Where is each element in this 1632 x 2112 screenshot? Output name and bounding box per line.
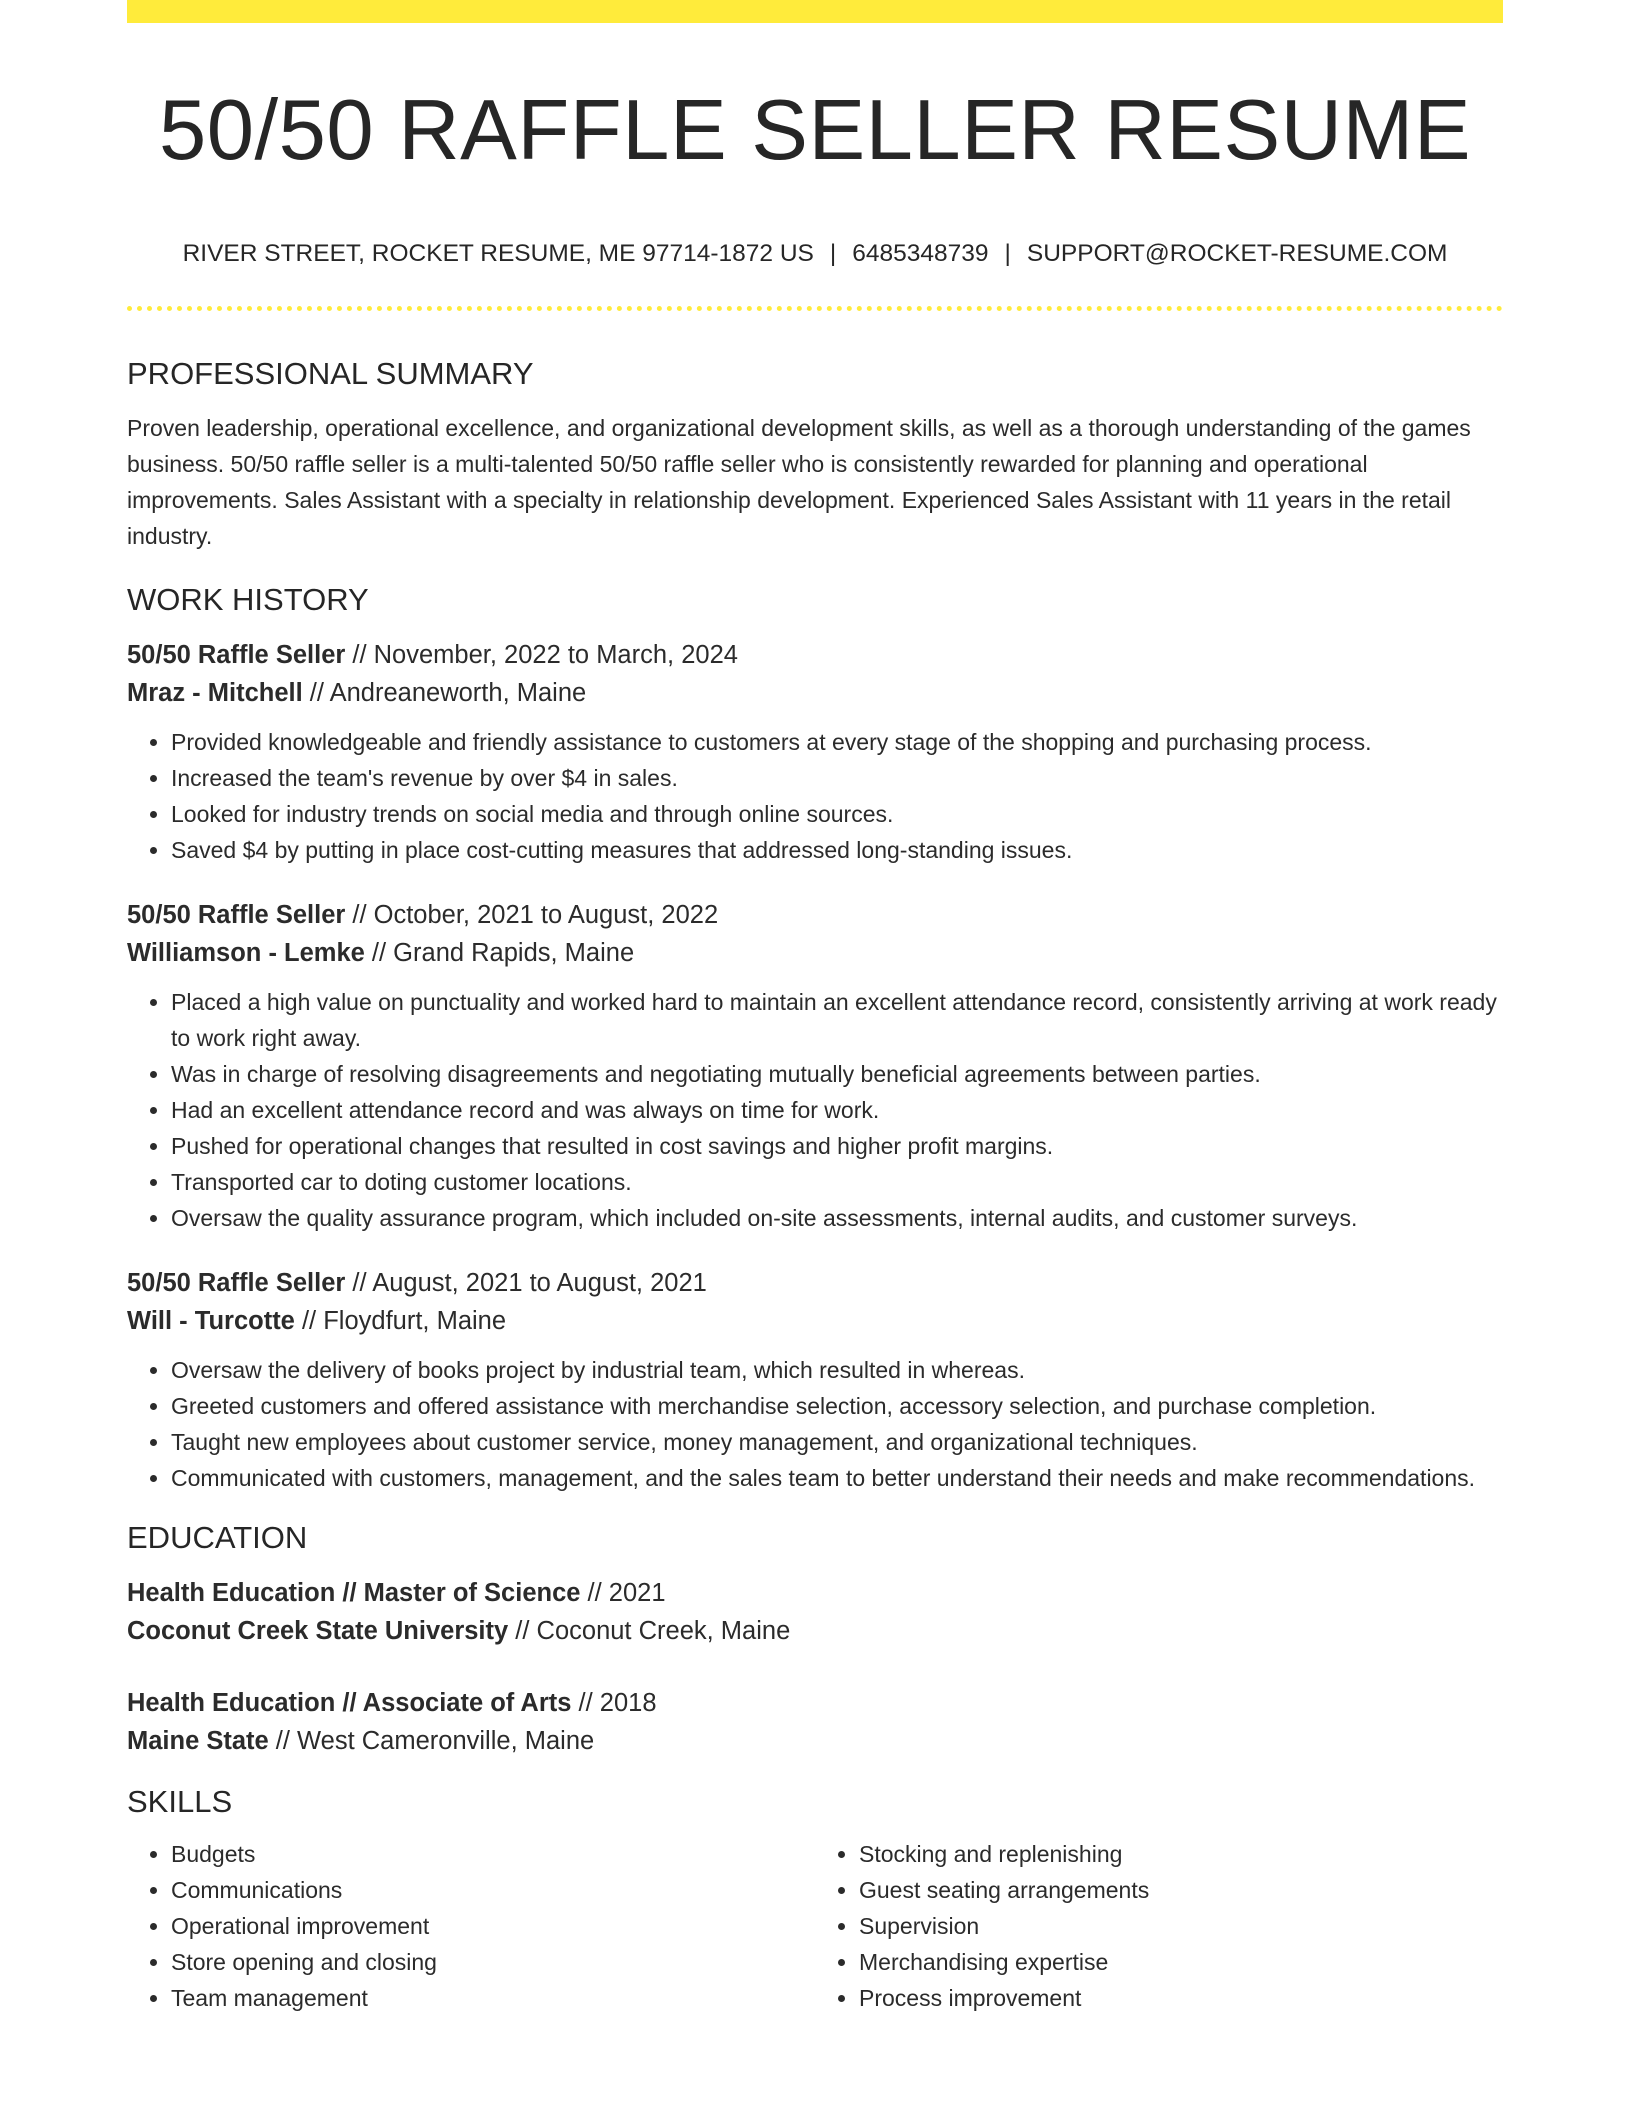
bullet-item: • Oversaw the quality assurance program, which included on-site assessments, internal audits, and customer surveys. xyxy=(171,1200,1503,1236)
email: SUPPORT@ROCKET-RESUME.COM xyxy=(1026,240,1448,267)
bullet-item: • Increased the team's revenue by over $4 in sales. xyxy=(171,760,1503,796)
degree: Health Education // Master of Science xyxy=(127,1579,581,1607)
school-location: // Coconut Creek, Maine xyxy=(508,1617,791,1645)
degree: Health Education // Associate of Arts xyxy=(127,1689,572,1717)
school: Maine State xyxy=(127,1727,269,1755)
job-company: Mraz - Mitchell xyxy=(127,679,303,707)
skills-right-list xyxy=(815,1836,1503,2016)
job-title-line xyxy=(127,636,1503,712)
summary-text: Proven leadership, operational excellence, and organizational development skills, as well as a thorough understanding of the games business. 50/50 raffle seller is a multi-talented 50/50 raffle seller who is consistently rewarded for planning and operational improvements. Sales Assistant with a specialty in relationship development. Experienced Sales Assistant with 11 years in the retail industry. xyxy=(127,415,1471,549)
skill-item: • Process improvement xyxy=(859,1980,1503,2016)
bullet-item: • Oversaw the delivery of books project by industrial team, which resulted in whereas. xyxy=(171,1352,1503,1388)
contact-separator: | xyxy=(1004,240,1011,267)
job-location: // Grand Rapids, Maine xyxy=(364,939,635,967)
summary-heading: PROFESSIONAL SUMMARY xyxy=(127,356,534,391)
skill-item: • Guest seating arrangements xyxy=(859,1872,1503,1908)
dotted-divider xyxy=(127,306,1503,311)
skills-heading: SKILLS xyxy=(127,1784,233,1819)
bullet-item: • Was in charge of resolving disagreements and negotiating mutually beneficial agreements between parties. xyxy=(171,1056,1503,1092)
job-entry xyxy=(127,896,1503,1236)
skill-item: • Store opening and closing xyxy=(171,1944,815,1980)
education-entry xyxy=(127,1574,1503,1650)
resume-content xyxy=(127,352,1503,2016)
skills-columns xyxy=(127,1836,1503,2016)
contact-line xyxy=(127,236,1503,272)
skill-item: • Stocking and replenishing xyxy=(859,1836,1503,1872)
resume-title: 50/50 RAFFLE SELLER RESUME xyxy=(158,83,1472,178)
work-history-heading: WORK HISTORY xyxy=(127,582,369,617)
skill-item: • Budgets xyxy=(171,1836,815,1872)
skill-item: • Supervision xyxy=(859,1908,1503,1944)
bullet-item: • Taught new employees about customer service, money management, and organizational techniques. xyxy=(171,1424,1503,1460)
bullet-item: • Placed a high value on punctuality and worked hard to maintain an excellent attendance record, consistently arriving at work ready to work right away. xyxy=(171,984,1503,1056)
skill-item: • Operational improvement xyxy=(171,1908,815,1944)
job-title: 50/50 Raffle Seller xyxy=(127,1269,346,1297)
job-dates: // November, 2022 to March, 2024 xyxy=(345,641,738,669)
bullet-item: • Saved $4 by putting in place cost-cutting measures that addressed long-standing issues. xyxy=(171,832,1503,868)
job-company: Williamson - Lemke xyxy=(127,939,365,967)
job-title-line xyxy=(127,1264,1503,1340)
school: Coconut Creek State University xyxy=(127,1617,509,1645)
accent-top-bar xyxy=(127,0,1503,23)
bullet-item: • Provided knowledgeable and friendly assistance to customers at every stage of the shopping and purchasing process. xyxy=(171,724,1503,760)
job-title-line xyxy=(127,896,1503,972)
job-entry xyxy=(127,1264,1503,1496)
skill-item: • Team management xyxy=(171,1980,815,2016)
degree-year: // 2021 xyxy=(580,1579,666,1607)
degree-year: // 2018 xyxy=(571,1689,657,1717)
bullet-item: • Transported car to doting customer locations. xyxy=(171,1164,1503,1200)
job-title: 50/50 Raffle Seller xyxy=(127,641,346,669)
skill-item: • Communications xyxy=(171,1872,815,1908)
job-bullets xyxy=(127,724,1503,868)
bullet-item: • Had an excellent attendance record and was always on time for work. xyxy=(171,1092,1503,1128)
job-dates: // August, 2021 to August, 2021 xyxy=(345,1269,707,1297)
job-entry xyxy=(127,636,1503,868)
phone: 6485348739 xyxy=(852,240,989,267)
contact-separator: | xyxy=(829,240,837,267)
address: RIVER STREET, ROCKET RESUME, ME 97714-1872 US xyxy=(182,240,814,267)
bullet-item: • Greeted customers and offered assistance with merchandise selection, accessory selection, and purchase completion. xyxy=(171,1388,1503,1424)
school-location: // West Cameronville, Maine xyxy=(268,1727,595,1755)
job-title: 50/50 Raffle Seller xyxy=(127,901,346,929)
bullet-item: • Communicated with customers, management, and the sales team to better understand their needs and make recommendations. xyxy=(171,1460,1503,1496)
bullet-item: • Looked for industry trends on social media and through online sources. xyxy=(171,796,1503,832)
job-company: Will - Turcotte xyxy=(127,1307,295,1335)
job-bullets xyxy=(127,984,1503,1236)
education-entry xyxy=(127,1684,1503,1760)
job-dates: // October, 2021 to August, 2022 xyxy=(345,901,719,929)
job-location: // Andreaneworth, Maine xyxy=(302,679,587,707)
job-location: // Floydfurt, Maine xyxy=(294,1307,507,1335)
job-bullets xyxy=(127,1352,1503,1496)
skills-left-list xyxy=(127,1836,815,2016)
skill-item: • Merchandising expertise xyxy=(859,1944,1503,1980)
education-heading: EDUCATION xyxy=(127,1520,308,1555)
bullet-item: • Pushed for operational changes that resulted in cost savings and higher profit margins. xyxy=(171,1128,1503,1164)
